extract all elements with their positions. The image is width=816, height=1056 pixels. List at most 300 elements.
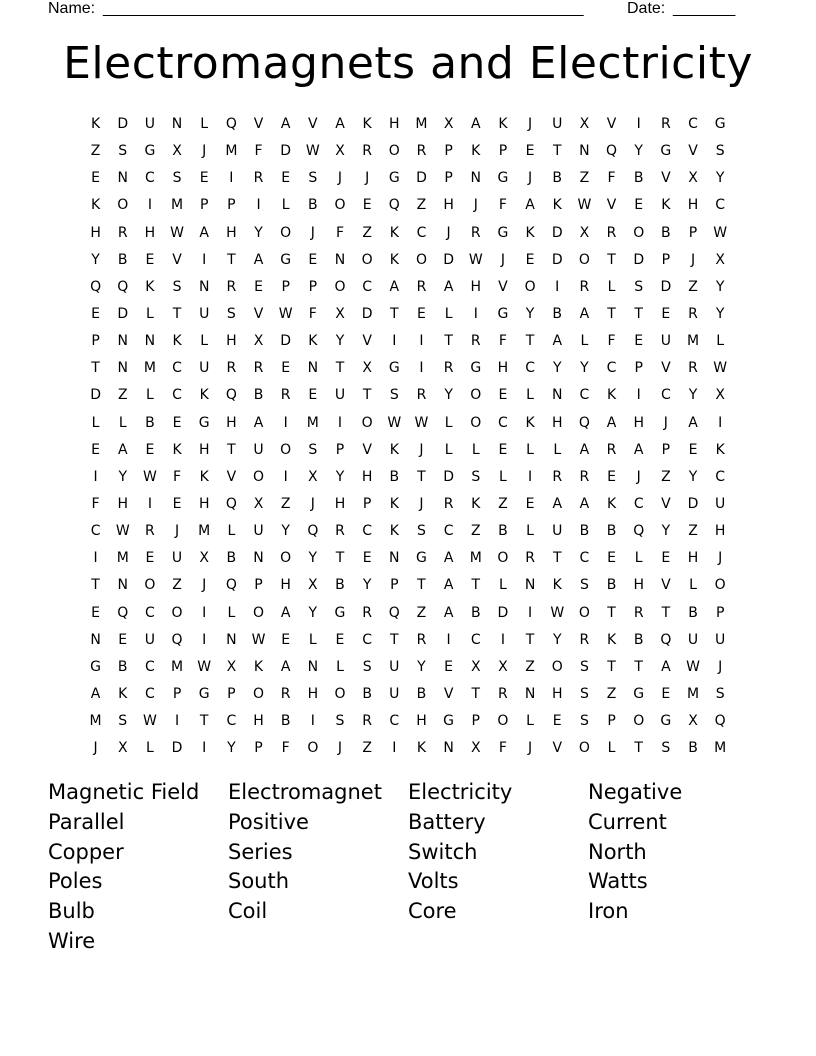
- grid-cell[interactable]: N: [524, 685, 536, 702]
- grid-cell[interactable]: D: [633, 251, 645, 268]
- grid-cell[interactable]: Y: [661, 523, 671, 540]
- name-blank[interactable]: ______________________________________________________: [103, 0, 584, 17]
- grid-cell[interactable]: Y: [335, 333, 345, 350]
- grid-cell[interactable]: J: [718, 658, 723, 675]
- grid-cell[interactable]: X: [117, 740, 128, 757]
- grid-cell[interactable]: T: [417, 577, 426, 594]
- grid-cell[interactable]: G: [497, 170, 509, 187]
- grid-cell[interactable]: T: [417, 468, 426, 485]
- grid-cell[interactable]: D: [416, 170, 427, 187]
- grid-cell[interactable]: W: [577, 197, 592, 214]
- grid-cell[interactable]: T: [91, 360, 100, 377]
- grid-cell[interactable]: L: [200, 333, 209, 350]
- grid-cell[interactable]: B: [280, 713, 291, 730]
- grid-cell[interactable]: P: [634, 360, 643, 377]
- grid-cell[interactable]: G: [416, 550, 427, 567]
- grid-cell[interactable]: Q: [117, 604, 129, 621]
- grid-cell[interactable]: O: [633, 224, 645, 241]
- grid-cell[interactable]: S: [226, 305, 236, 322]
- grid-cell[interactable]: Y: [580, 360, 589, 377]
- grid-cell[interactable]: E: [607, 468, 616, 485]
- grid-cell[interactable]: I: [473, 305, 478, 322]
- grid-cell[interactable]: E: [552, 713, 562, 730]
- grid-cell[interactable]: I: [174, 713, 180, 730]
- grid-cell[interactable]: C: [525, 360, 535, 377]
- grid-cell[interactable]: S: [471, 468, 481, 485]
- grid-cell[interactable]: E: [362, 550, 372, 567]
- grid-cell[interactable]: B: [661, 224, 671, 241]
- grid-cell[interactable]: U: [660, 333, 671, 350]
- grid-cell[interactable]: L: [444, 414, 453, 431]
- grid-cell[interactable]: E: [91, 604, 100, 621]
- grid-cell[interactable]: T: [362, 387, 372, 404]
- grid-cell[interactable]: F: [498, 197, 507, 214]
- grid-cell[interactable]: V: [661, 577, 671, 594]
- grid-cell[interactable]: H: [633, 414, 644, 431]
- grid-cell[interactable]: T: [634, 740, 643, 757]
- grid-cell[interactable]: R: [579, 278, 590, 295]
- grid-cell[interactable]: I: [636, 387, 641, 404]
- grid-cell[interactable]: Q: [225, 577, 237, 594]
- grid-cell[interactable]: L: [607, 740, 616, 757]
- grid-cell[interactable]: N: [253, 550, 264, 567]
- grid-cell[interactable]: M: [415, 116, 428, 132]
- grid-cell[interactable]: Y: [715, 305, 725, 322]
- grid-cell[interactable]: I: [93, 550, 98, 567]
- grid-cell[interactable]: M: [171, 197, 184, 214]
- grid-cell[interactable]: U: [171, 550, 183, 567]
- grid-cell[interactable]: X: [308, 468, 318, 485]
- grid-cell[interactable]: B: [362, 685, 372, 702]
- grid-cell[interactable]: S: [579, 577, 589, 594]
- grid-cell[interactable]: K: [552, 197, 562, 214]
- grid-cell[interactable]: I: [202, 631, 207, 648]
- grid-cell[interactable]: Q: [660, 631, 672, 648]
- grid-cell[interactable]: Q: [633, 523, 645, 540]
- grid-cell[interactable]: I: [419, 360, 424, 377]
- grid-cell[interactable]: Y: [688, 387, 698, 404]
- grid-cell[interactable]: X: [226, 658, 237, 675]
- grid-cell[interactable]: E: [525, 143, 535, 160]
- grid-cell[interactable]: R: [552, 468, 563, 485]
- grid-cell[interactable]: G: [497, 224, 509, 241]
- grid-cell[interactable]: P: [254, 577, 263, 594]
- grid-cell[interactable]: R: [688, 360, 698, 377]
- grid-cell[interactable]: S: [172, 170, 182, 187]
- grid-cell[interactable]: A: [389, 278, 400, 295]
- grid-cell[interactable]: I: [202, 251, 207, 268]
- grid-cell[interactable]: H: [361, 468, 373, 485]
- grid-cell[interactable]: H: [687, 550, 699, 567]
- grid-cell[interactable]: N: [307, 658, 319, 675]
- grid-cell[interactable]: B: [389, 468, 400, 485]
- grid-cell[interactable]: A: [443, 604, 454, 621]
- grid-cell[interactable]: L: [499, 468, 507, 485]
- grid-cell[interactable]: B: [552, 305, 563, 322]
- grid-cell[interactable]: E: [145, 550, 155, 567]
- grid-cell[interactable]: R: [579, 468, 590, 485]
- grid-cell[interactable]: Z: [498, 495, 508, 512]
- grid-cell[interactable]: I: [500, 631, 505, 648]
- grid-cell[interactable]: G: [470, 360, 482, 377]
- grid-cell[interactable]: L: [444, 305, 453, 322]
- grid-cell[interactable]: U: [687, 631, 699, 648]
- grid-cell[interactable]: S: [118, 713, 128, 730]
- grid-cell[interactable]: O: [144, 577, 156, 594]
- grid-cell[interactable]: E: [525, 495, 535, 512]
- grid-cell[interactable]: N: [470, 170, 481, 187]
- grid-cell[interactable]: R: [525, 550, 535, 567]
- grid-cell[interactable]: A: [606, 414, 617, 431]
- grid-cell[interactable]: N: [226, 631, 237, 648]
- grid-cell[interactable]: F: [281, 740, 290, 757]
- grid-cell[interactable]: R: [280, 685, 291, 702]
- grid-cell[interactable]: H: [226, 333, 237, 350]
- grid-cell[interactable]: D: [497, 604, 509, 621]
- grid-cell[interactable]: N: [90, 631, 101, 648]
- grid-cell[interactable]: W: [251, 631, 266, 648]
- grid-cell[interactable]: M: [143, 360, 156, 377]
- grid-cell[interactable]: T: [390, 631, 399, 648]
- grid-cell[interactable]: B: [145, 414, 155, 431]
- grid-cell[interactable]: W: [468, 251, 483, 268]
- grid-cell[interactable]: J: [528, 170, 533, 187]
- grid-cell[interactable]: P: [498, 143, 508, 160]
- grid-cell[interactable]: K: [471, 495, 481, 512]
- grid-cell[interactable]: O: [551, 658, 563, 675]
- grid-cell[interactable]: F: [308, 305, 317, 322]
- grid-cell[interactable]: C: [715, 197, 726, 214]
- grid-cell[interactable]: L: [634, 550, 643, 567]
- grid-cell[interactable]: T: [471, 685, 481, 702]
- grid-cell[interactable]: Q: [307, 523, 319, 540]
- grid-cell[interactable]: O: [280, 441, 292, 458]
- grid-cell[interactable]: A: [253, 414, 264, 431]
- grid-cell[interactable]: R: [280, 387, 291, 404]
- grid-cell[interactable]: E: [498, 387, 508, 404]
- grid-cell[interactable]: H: [226, 224, 237, 241]
- grid-cell[interactable]: X: [308, 577, 318, 594]
- grid-cell[interactable]: J: [202, 143, 207, 160]
- grid-cell[interactable]: Y: [308, 550, 318, 567]
- grid-cell[interactable]: P: [199, 197, 209, 214]
- grid-cell[interactable]: U: [334, 387, 346, 404]
- grid-cell[interactable]: L: [471, 441, 480, 458]
- grid-cell[interactable]: R: [335, 523, 345, 540]
- grid-cell[interactable]: I: [555, 278, 560, 295]
- grid-cell[interactable]: L: [499, 577, 507, 594]
- grid-cell[interactable]: D: [117, 116, 129, 132]
- grid-cell[interactable]: O: [280, 550, 292, 567]
- grid-cell[interactable]: H: [714, 523, 726, 540]
- grid-cell[interactable]: Z: [606, 685, 617, 702]
- grid-cell[interactable]: T: [552, 143, 562, 160]
- grid-cell[interactable]: N: [144, 333, 156, 350]
- grid-cell[interactable]: P: [91, 333, 100, 350]
- grid-cell[interactable]: C: [660, 387, 671, 404]
- grid-cell[interactable]: O: [253, 604, 265, 621]
- grid-cell[interactable]: X: [470, 658, 481, 675]
- grid-cell[interactable]: A: [525, 197, 535, 214]
- grid-cell[interactable]: Z: [362, 224, 372, 241]
- grid-cell[interactable]: G: [388, 170, 400, 187]
- grid-cell[interactable]: F: [173, 468, 182, 485]
- grid-cell[interactable]: A: [280, 658, 291, 675]
- grid-cell[interactable]: D: [117, 305, 129, 322]
- grid-cell[interactable]: N: [117, 577, 128, 594]
- grid-cell[interactable]: B: [688, 604, 698, 621]
- grid-cell[interactable]: E: [118, 631, 128, 648]
- grid-cell[interactable]: Y: [715, 170, 725, 187]
- grid-cell[interactable]: S: [634, 278, 644, 295]
- grid-cell[interactable]: T: [607, 251, 616, 268]
- grid-cell[interactable]: Q: [225, 387, 237, 404]
- grid-cell[interactable]: M: [686, 685, 700, 702]
- grid-cell[interactable]: H: [90, 224, 101, 241]
- grid-cell[interactable]: K: [90, 197, 101, 214]
- grid-cell[interactable]: N: [198, 278, 210, 295]
- grid-cell[interactable]: K: [715, 441, 725, 458]
- grid-cell[interactable]: E: [634, 197, 644, 214]
- grid-cell[interactable]: W: [170, 224, 184, 241]
- grid-cell[interactable]: W: [142, 468, 157, 485]
- grid-cell[interactable]: C: [362, 523, 373, 540]
- grid-cell[interactable]: B: [498, 523, 508, 540]
- grid-cell[interactable]: K: [525, 224, 535, 241]
- grid-cell[interactable]: K: [253, 658, 264, 675]
- grid-cell[interactable]: T: [227, 251, 236, 268]
- grid-cell[interactable]: G: [497, 305, 509, 322]
- grid-cell[interactable]: H: [198, 441, 210, 458]
- grid-cell[interactable]: R: [606, 441, 617, 458]
- grid-cell[interactable]: E: [444, 658, 454, 675]
- grid-cell[interactable]: K: [525, 414, 535, 431]
- grid-cell[interactable]: P: [444, 143, 453, 160]
- grid-cell[interactable]: O: [361, 251, 373, 268]
- grid-cell[interactable]: A: [470, 116, 481, 132]
- grid-cell[interactable]: G: [660, 143, 672, 160]
- grid-cell[interactable]: A: [552, 333, 563, 350]
- grid-cell[interactable]: S: [118, 143, 128, 160]
- grid-cell[interactable]: J: [500, 251, 505, 268]
- grid-cell[interactable]: F: [498, 333, 507, 350]
- grid-cell[interactable]: D: [280, 143, 292, 160]
- grid-cell[interactable]: D: [443, 468, 454, 485]
- grid-cell[interactable]: P: [661, 441, 671, 458]
- grid-cell[interactable]: K: [172, 333, 182, 350]
- grid-cell[interactable]: M: [116, 550, 129, 567]
- grid-cell[interactable]: H: [551, 685, 563, 702]
- grid-cell[interactable]: M: [225, 143, 238, 160]
- grid-cell[interactable]: R: [362, 143, 372, 160]
- grid-cell[interactable]: N: [524, 577, 536, 594]
- grid-cell[interactable]: E: [362, 197, 372, 214]
- grid-cell[interactable]: L: [308, 631, 317, 648]
- grid-cell[interactable]: I: [528, 604, 533, 621]
- grid-cell[interactable]: P: [335, 441, 345, 458]
- grid-cell[interactable]: I: [202, 740, 207, 757]
- grid-cell[interactable]: X: [498, 658, 508, 675]
- grid-cell[interactable]: F: [91, 495, 100, 512]
- grid-cell[interactable]: R: [416, 631, 427, 648]
- grid-cell[interactable]: C: [715, 468, 726, 485]
- grid-cell[interactable]: K: [389, 224, 399, 241]
- grid-cell[interactable]: M: [686, 333, 700, 350]
- grid-cell[interactable]: Y: [91, 251, 100, 268]
- grid-cell[interactable]: H: [253, 713, 264, 730]
- grid-cell[interactable]: P: [362, 495, 372, 512]
- grid-cell[interactable]: Y: [281, 523, 290, 540]
- grid-cell[interactable]: E: [145, 251, 155, 268]
- grid-cell[interactable]: U: [253, 441, 264, 458]
- grid-cell[interactable]: T: [335, 550, 345, 567]
- grid-cell[interactable]: O: [334, 685, 346, 702]
- grid-cell[interactable]: I: [147, 197, 152, 214]
- grid-cell[interactable]: H: [144, 224, 156, 241]
- grid-cell[interactable]: O: [334, 197, 346, 214]
- grid-cell[interactable]: L: [444, 441, 453, 458]
- grid-cell[interactable]: Z: [579, 170, 590, 187]
- grid-cell[interactable]: I: [229, 170, 234, 187]
- grid-cell[interactable]: K: [606, 495, 617, 512]
- grid-cell[interactable]: P: [471, 713, 480, 730]
- grid-cell[interactable]: G: [280, 251, 292, 268]
- grid-cell[interactable]: A: [579, 441, 590, 458]
- grid-cell[interactable]: W: [278, 305, 293, 322]
- grid-cell[interactable]: U: [389, 685, 400, 702]
- grid-cell[interactable]: R: [416, 278, 427, 295]
- grid-cell[interactable]: Z: [416, 197, 427, 214]
- grid-cell[interactable]: R: [633, 604, 644, 621]
- grid-cell[interactable]: L: [227, 523, 236, 540]
- grid-cell[interactable]: H: [497, 360, 509, 377]
- grid-cell[interactable]: X: [715, 251, 725, 268]
- grid-cell[interactable]: B: [335, 577, 345, 594]
- grid-cell[interactable]: O: [633, 713, 645, 730]
- grid-cell[interactable]: T: [172, 305, 182, 322]
- grid-cell[interactable]: L: [91, 414, 100, 431]
- grid-cell[interactable]: W: [115, 523, 130, 540]
- grid-cell[interactable]: R: [688, 305, 698, 322]
- grid-cell[interactable]: C: [145, 170, 155, 187]
- grid-cell[interactable]: C: [362, 278, 373, 295]
- grid-cell[interactable]: V: [253, 305, 264, 322]
- grid-cell[interactable]: K: [199, 387, 209, 404]
- grid-cell[interactable]: V: [362, 441, 372, 458]
- grid-cell[interactable]: V: [606, 197, 617, 214]
- grid-cell[interactable]: B: [688, 740, 698, 757]
- grid-cell[interactable]: R: [470, 224, 481, 241]
- grid-cell[interactable]: H: [117, 495, 128, 512]
- grid-cell[interactable]: Y: [308, 604, 318, 621]
- grid-cell[interactable]: V: [308, 116, 318, 132]
- grid-cell[interactable]: R: [253, 170, 264, 187]
- grid-cell[interactable]: R: [226, 360, 237, 377]
- grid-cell[interactable]: Z: [172, 577, 182, 594]
- grid-cell[interactable]: D: [443, 251, 454, 268]
- grid-cell[interactable]: G: [633, 685, 645, 702]
- grid-cell[interactable]: I: [93, 468, 98, 485]
- grid-cell[interactable]: Z: [416, 604, 427, 621]
- grid-cell[interactable]: H: [470, 278, 482, 295]
- grid-cell[interactable]: A: [443, 550, 454, 567]
- grid-cell[interactable]: H: [443, 197, 454, 214]
- grid-cell[interactable]: T: [525, 631, 535, 648]
- grid-cell[interactable]: Z: [280, 495, 291, 512]
- grid-cell[interactable]: L: [227, 604, 236, 621]
- grid-cell[interactable]: D: [361, 305, 373, 322]
- grid-cell[interactable]: N: [551, 387, 563, 404]
- grid-cell[interactable]: E: [172, 414, 182, 431]
- grid-cell[interactable]: C: [579, 387, 590, 404]
- grid-cell[interactable]: U: [715, 631, 726, 648]
- grid-cell[interactable]: O: [361, 414, 373, 431]
- grid-cell[interactable]: A: [661, 658, 671, 675]
- grid-cell[interactable]: B: [308, 197, 318, 214]
- grid-cell[interactable]: X: [688, 170, 698, 187]
- grid-cell[interactable]: R: [117, 224, 128, 241]
- grid-cell[interactable]: W: [713, 224, 728, 241]
- grid-cell[interactable]: Q: [171, 631, 183, 648]
- grid-cell[interactable]: T: [525, 333, 535, 350]
- grid-cell[interactable]: A: [117, 441, 128, 458]
- grid-cell[interactable]: G: [334, 604, 346, 621]
- grid-cell[interactable]: W: [414, 414, 429, 431]
- grid-cell[interactable]: D: [551, 224, 563, 241]
- grid-cell[interactable]: U: [715, 495, 726, 512]
- grid-cell[interactable]: Y: [227, 740, 236, 757]
- grid-cell[interactable]: H: [416, 713, 427, 730]
- grid-cell[interactable]: P: [254, 740, 263, 757]
- grid-cell[interactable]: A: [579, 495, 590, 512]
- grid-cell[interactable]: X: [715, 387, 725, 404]
- grid-cell[interactable]: K: [416, 740, 427, 757]
- grid-cell[interactable]: B: [633, 631, 644, 648]
- grid-cell[interactable]: C: [145, 658, 155, 675]
- grid-cell[interactable]: C: [470, 631, 481, 648]
- grid-cell[interactable]: H: [307, 685, 319, 702]
- grid-cell[interactable]: V: [253, 116, 264, 132]
- grid-cell[interactable]: G: [388, 360, 400, 377]
- grid-cell[interactable]: E: [525, 251, 535, 268]
- grid-cell[interactable]: Z: [470, 523, 481, 540]
- grid-cell[interactable]: V: [498, 278, 508, 295]
- grid-cell[interactable]: A: [280, 116, 291, 132]
- grid-cell[interactable]: K: [362, 116, 372, 132]
- grid-cell[interactable]: T: [607, 658, 616, 675]
- grid-cell[interactable]: Y: [552, 631, 562, 648]
- grid-cell[interactable]: W: [305, 143, 320, 160]
- grid-cell[interactable]: T: [91, 577, 100, 594]
- grid-cell[interactable]: J: [337, 740, 343, 757]
- grid-cell[interactable]: K: [389, 523, 399, 540]
- grid-cell[interactable]: J: [93, 740, 98, 757]
- grid-cell[interactable]: K: [145, 278, 155, 295]
- grid-cell[interactable]: T: [444, 333, 453, 350]
- grid-cell[interactable]: P: [390, 577, 399, 594]
- grid-cell[interactable]: Y: [715, 278, 725, 295]
- grid-cell[interactable]: C: [606, 360, 617, 377]
- grid-cell[interactable]: R: [470, 333, 481, 350]
- grid-cell[interactable]: O: [524, 278, 536, 295]
- grid-cell[interactable]: Q: [606, 143, 618, 160]
- grid-cell[interactable]: R: [443, 495, 454, 512]
- grid-cell[interactable]: X: [688, 713, 698, 730]
- grid-cell[interactable]: F: [335, 224, 345, 241]
- grid-cell[interactable]: K: [606, 387, 617, 404]
- grid-cell[interactable]: I: [446, 631, 451, 648]
- grid-cell[interactable]: D: [660, 278, 672, 295]
